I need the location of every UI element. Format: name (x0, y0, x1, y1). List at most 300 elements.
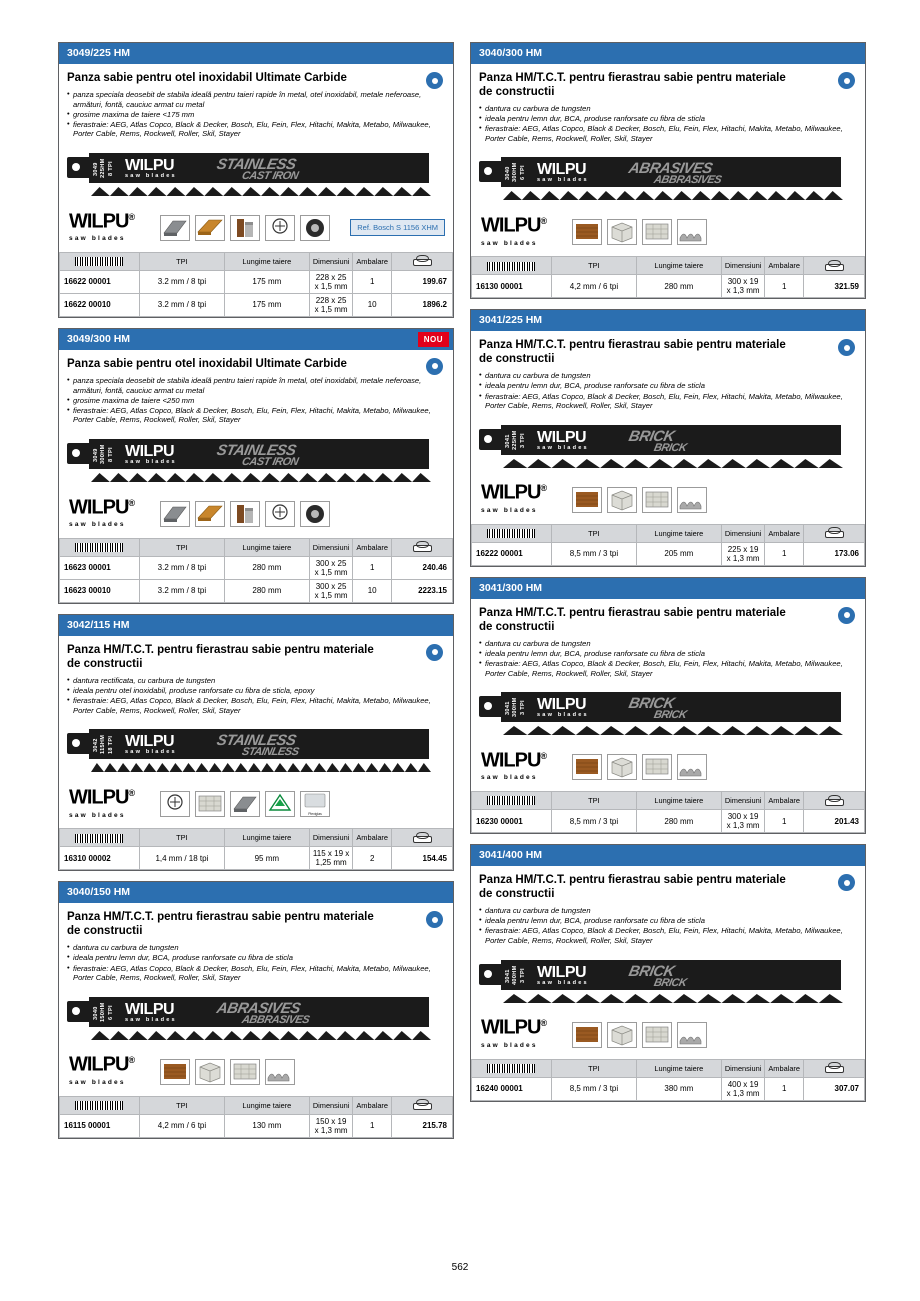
table-row (60, 270, 453, 293)
product-code-header (59, 615, 453, 636)
wood-icon (572, 754, 602, 780)
col-tpi: TPI (551, 1059, 636, 1077)
row-length: 130 mm (224, 1114, 309, 1137)
blade-label-size: 150HM (100, 1001, 106, 1022)
wilpu-logo: WILPU® saw blades (481, 213, 567, 252)
wilpu-logo-sub: saw blades (481, 239, 538, 247)
blade-brand (125, 443, 177, 465)
epoxy-icon (265, 791, 295, 817)
product-marker-icon (838, 607, 855, 624)
blade-teeth (91, 183, 431, 193)
stainless-inox-icon (265, 501, 295, 527)
row-tpi: 4,2 mm / 6 tpi (139, 1114, 224, 1137)
page-number: 562 (451, 1262, 469, 1273)
col-length: Lungime taiere (636, 524, 721, 542)
product-body (59, 350, 453, 538)
blade-ghost-text-2: ABBRASIVES (240, 1013, 311, 1026)
blade-ghost-text-2: ABBRASIVES (652, 174, 723, 187)
product-code-header (471, 845, 865, 866)
product-body (59, 903, 453, 1095)
roof-tile-icon (677, 754, 707, 780)
product-title: Panza sabie pentru otel inoxidabil Ultimate Carbide (67, 72, 347, 84)
col-dimensions: Dimensiuni (721, 792, 765, 810)
blade-label-size: 300HM (512, 162, 518, 183)
product-title: Panza HM/T.C.T. pentru fierastrau sabie pentru materiale de constructii (479, 72, 786, 98)
col-packing: Ambalare (353, 829, 392, 847)
metal-icon (230, 791, 260, 817)
blade-brand-name: WILPU (537, 696, 587, 714)
product-code-header (471, 310, 865, 331)
wilpu-logo: WILPU® saw blades (481, 480, 567, 519)
fiberglass-icon (642, 754, 672, 780)
blade-ghost-text-1: STAINLESS (215, 441, 298, 459)
table-row (60, 579, 453, 602)
row-dimensions: 150 x 19 x 1,3 mm (309, 1114, 353, 1137)
blade-label-tpi: 18 TPI (108, 736, 114, 755)
wilpu-logo-name: WILPU (481, 1016, 541, 1039)
row-tpi: 8,5 mm / 3 tpi (551, 810, 636, 833)
blade-brand-sub: saw blades (537, 177, 589, 184)
product-code: 3049/300 HM (67, 332, 131, 345)
wilpu-logo-sub: saw blades (481, 507, 538, 515)
blade-label-code: 3042 (93, 738, 99, 753)
row-price: 2223.15 (392, 579, 453, 602)
right-column (470, 42, 866, 1149)
blade-label-code: 3040 (93, 1005, 99, 1020)
wilpu-logo: WILPU® saw blades (69, 785, 155, 824)
row-length: 280 mm (224, 556, 309, 579)
row-price: 307.07 (804, 1077, 865, 1100)
feature-item: • panza speciala deosebit de stabila ideală pentru taieri rapide în metal, otel inoxidabil, metale neferoase, armături, fontă, cauciuc armat cu metal (67, 376, 445, 395)
roof-tile-icon (677, 219, 707, 245)
col-dimensions: Dimensiuni (309, 829, 353, 847)
blade-ghost-text-1: ABRASIVES (215, 999, 302, 1017)
blade-ghost-text-2: STAINLESS (240, 746, 300, 759)
roof-tile-icon (677, 1022, 707, 1048)
row-price: 1896.2 (392, 293, 453, 316)
blade-ghost-text-2: BRICK (652, 976, 688, 989)
feature-item: • fierastraie: AEG, Atlas Copco, Black & Decker, Bosch, Elu, Fein, Flex, Hitachi, Makita, Metabo, Milwaukee, Porter Cable, Rems, Rockwell, Roller, Skil, Stayer (67, 964, 445, 983)
product-code: 3041/225 HM (479, 314, 543, 327)
product-code: 3040/300 HM (479, 47, 543, 59)
blade-label-size: 400HM (512, 964, 518, 985)
feature-item: • fierastraie: AEG, Atlas Copco, Black & Decker, Bosch, Elu, Fein, Flex, Hitachi, Makita, Metabo, Milwaukee, Porter Cable, Rems, Rockwell, Roller, Skil, Stayer (67, 120, 445, 139)
blade-brand-name: WILPU (537, 428, 587, 446)
table-row (472, 275, 865, 298)
feature-item: • fierastraie: AEG, Atlas Copco, Black & Decker, Bosch, Elu, Fein, Flex, Hitachi, Makita, Metabo, Milwaukee, Porter Cable, Rems, Rockwell, Roller, Skil, Stayer (479, 124, 857, 143)
blade-label-tpi: 6 TPI (520, 165, 526, 181)
brand-and-pictograms (481, 749, 857, 782)
row-article-code: 16115 00001 (60, 1114, 140, 1137)
col-length: Lungime taiere (636, 1059, 721, 1077)
table-row (472, 542, 865, 565)
row-length: 280 mm (224, 579, 309, 602)
feature-item: • ideala pentru lemn dur, BCA, produse ranforsate cu fibra de sticla (479, 649, 857, 659)
product-card (58, 328, 454, 604)
blade-label-size: 300HM (512, 697, 518, 717)
row-tpi: 1,4 mm / 18 tpi (139, 847, 224, 870)
product-title: Panza HM/T.C.T. pentru fierastrau sabie pentru materiale de constructii (479, 606, 786, 633)
row-price: 199.67 (392, 270, 453, 293)
col-barcode (472, 257, 552, 275)
col-price (804, 524, 865, 542)
blade-illustration (479, 151, 857, 213)
wilpu-logo-name: WILPU (69, 786, 129, 809)
product-marker-icon (838, 874, 855, 891)
reference-note: Ref. Bosch S 1156 XHM (350, 219, 445, 236)
stainless-inox-icon (265, 215, 295, 241)
row-length: 175 mm (224, 293, 309, 316)
new-badge: NOU (418, 332, 449, 347)
barcode-icon (487, 1064, 535, 1073)
col-dimensions: Dimensiuni (721, 524, 765, 542)
barcode-icon (75, 543, 123, 552)
col-barcode (60, 1096, 140, 1114)
left-column (58, 42, 454, 1149)
feature-list (67, 90, 445, 139)
brand-and-pictograms (69, 496, 445, 529)
blade-ghost-text-2: BRICK (652, 441, 688, 454)
product-marker-icon (426, 911, 443, 928)
feature-item: • fierastraie: AEG, Atlas Copco, Black & Decker, Bosch, Elu, Fein, Flex, Hitachi, Makita, Metabo, Milwaukee, Porter Cable, Rems, Rockwell, Roller, Skil, Stayer (479, 659, 857, 678)
blade-label-tpi: 6 TPI (108, 1005, 114, 1021)
blade-brand (125, 157, 177, 179)
blade-label-code: 3049 (93, 162, 99, 176)
feature-item: • ideala pentru lemn dur, BCA, produse ranforsate cu fibra de sticla (479, 114, 857, 124)
blade-brand-sub: saw blades (537, 444, 589, 451)
blade-ghost-text-1: STAINLESS (215, 732, 298, 750)
wilpu-logo: WILPU® saw blades (481, 1015, 567, 1054)
feature-item: • fierastraie: AEG, Atlas Copco, Black & Decker, Bosch, Elu, Fein, Flex, Hitachi, Makita, Metabo, Milwaukee, Porter Cable, Rems, Rockwell, Roller, Skil, Stayer (479, 392, 857, 411)
barcode-icon (75, 257, 123, 266)
product-code: 3041/400 HM (479, 849, 543, 862)
blade-illustration (67, 433, 445, 495)
product-title: Panza HM/T.C.T. pentru fierastrau sabie pentru materiale de constructii (479, 874, 786, 901)
fiberglass-icon (195, 791, 225, 817)
product-card (470, 844, 866, 1101)
table-row (60, 293, 453, 316)
fiberglass-icon (642, 1022, 672, 1048)
row-dimensions: 400 x 19 x 1,3 mm (721, 1077, 765, 1100)
row-packing: 2 (353, 847, 392, 870)
row-dimensions: 300 x 25 x 1,5 mm (309, 556, 353, 579)
package-icon (412, 541, 432, 551)
barcode-icon (75, 834, 123, 843)
blade-brand-name: WILPU (537, 161, 587, 179)
fiberglass-icon (642, 219, 672, 245)
wilpu-logo: WILPU® saw blades (481, 748, 567, 787)
blade-ghost-text-1: BRICK (627, 962, 676, 980)
picto-caption: Plexiglas (308, 812, 322, 817)
spec-table (471, 524, 865, 566)
table-row (60, 1114, 453, 1137)
blade-illustration (67, 723, 445, 785)
row-tpi: 4,2 mm / 6 tpi (551, 275, 636, 298)
blade-label-code: 3041 (505, 968, 511, 983)
row-dimensions: 225 x 19 x 1,3 mm (721, 542, 765, 565)
blade-brand-name: WILPU (125, 156, 175, 174)
blade-label-size: 300HM (100, 444, 106, 464)
row-dimensions: 300 x 19 x 1,3 mm (721, 275, 765, 298)
row-article-code: 16130 00001 (472, 275, 552, 298)
blade-brand-name: WILPU (537, 963, 587, 981)
product-body (471, 866, 865, 1058)
brand-and-pictograms (481, 214, 857, 247)
row-tpi: 3.2 mm / 8 tpi (139, 293, 224, 316)
feature-list (479, 906, 857, 945)
blade-brand (537, 696, 589, 718)
col-length: Lungime taiere (636, 257, 721, 275)
col-dimensions: Dimensiuni (309, 1096, 353, 1114)
rubber-metal-icon (300, 501, 330, 527)
blade-brand-sub: saw blades (537, 712, 589, 719)
feature-list (479, 371, 857, 410)
col-length: Lungime taiere (224, 829, 309, 847)
product-marker-icon (838, 339, 855, 356)
product-body (471, 64, 865, 256)
row-price: 173.06 (804, 542, 865, 565)
col-packing: Ambalare (765, 792, 804, 810)
col-tpi: TPI (139, 538, 224, 556)
cast-iron-icon (230, 501, 260, 527)
wood-icon (572, 1022, 602, 1048)
wilpu-logo: WILPU® saw blades (69, 209, 155, 248)
product-code-header (59, 43, 453, 64)
row-article-code: 16230 00001 (472, 810, 552, 833)
blade-brand-name: WILPU (125, 1000, 175, 1018)
row-article-code: 16622 00010 (60, 293, 140, 316)
blade-brand-name: WILPU (125, 442, 175, 460)
blade-teeth (503, 187, 843, 197)
product-marker-icon (426, 72, 443, 89)
col-tpi: TPI (551, 257, 636, 275)
blade-ghost-text-2: CAST IRON (240, 455, 300, 468)
feature-item: • dantura cu carbura de tungsten (479, 104, 857, 114)
col-length: Lungime taiere (636, 792, 721, 810)
feature-list (67, 376, 445, 425)
wood-icon (160, 1059, 190, 1085)
blade-brand (537, 161, 589, 183)
row-dimensions: 300 x 19 x 1,3 mm (721, 810, 765, 833)
col-packing: Ambalare (353, 538, 392, 556)
col-dimensions: Dimensiuni (309, 538, 353, 556)
row-length: 380 mm (636, 1077, 721, 1100)
blade-label-tpi: 3 TPI (520, 433, 526, 449)
row-tpi: 3.2 mm / 8 tpi (139, 270, 224, 293)
feature-list (67, 943, 445, 982)
brand-and-pictograms (69, 786, 445, 819)
package-icon (824, 260, 844, 270)
blade-brand-sub: saw blades (125, 749, 177, 756)
product-title: Panza HM/T.C.T. pentru fierastrau sabie pentru materiale de constructii (67, 643, 374, 670)
row-packing: 1 (353, 270, 392, 293)
col-tpi: TPI (139, 1096, 224, 1114)
spec-table (59, 828, 453, 870)
package-icon (412, 255, 432, 265)
product-body (471, 331, 865, 523)
row-length: 280 mm (636, 810, 721, 833)
col-tpi: TPI (139, 252, 224, 270)
col-tpi: TPI (551, 524, 636, 542)
blade-ghost-text-1: ABRASIVES (627, 160, 714, 178)
plexiglas-icon (300, 791, 330, 817)
blade-illustration (67, 147, 445, 209)
wilpu-logo: WILPU® saw blades (69, 495, 155, 534)
inox-icon (195, 215, 225, 241)
col-dimensions: Dimensiuni (309, 252, 353, 270)
blade-brand (125, 1001, 177, 1023)
row-article-code: 16623 00010 (60, 579, 140, 602)
product-card (470, 577, 866, 834)
blade-brand-sub: saw blades (125, 458, 177, 465)
blade-teeth (91, 1027, 431, 1037)
wood-icon (572, 487, 602, 513)
package-icon (824, 795, 844, 805)
feature-item: • dantura cu carbura de tungsten (479, 906, 857, 916)
row-price: 154.45 (392, 847, 453, 870)
row-tpi: 8,5 mm / 3 tpi (551, 542, 636, 565)
aerated-concrete-icon (607, 487, 637, 513)
row-dimensions: 115 x 19 x 1,25 mm (309, 847, 353, 870)
blade-brand-sub: saw blades (537, 979, 589, 986)
fiberglass-icon (230, 1059, 260, 1085)
row-article-code: 16222 00001 (472, 542, 552, 565)
blade-ghost-text-2: CAST IRON (240, 169, 300, 182)
package-icon (412, 1099, 432, 1109)
wilpu-logo-sub: saw blades (69, 811, 126, 819)
col-packing: Ambalare (765, 1059, 804, 1077)
product-card (470, 42, 866, 299)
feature-item: • grosime maxima de taiere <250 mm (67, 396, 445, 406)
brand-and-pictograms (69, 210, 445, 243)
stainless-inox-icon (160, 791, 190, 817)
rubber-metal-icon (300, 215, 330, 241)
feature-item: • ideala pentru lemn dur, BCA, produse ranforsate cu fibra de sticla (479, 916, 857, 926)
feature-list (479, 639, 857, 678)
product-title: Panza sabie pentru otel inoxidabil Ultimate Carbide (67, 357, 347, 370)
wilpu-logo: WILPU® saw blades (69, 1052, 155, 1091)
blade-brand (537, 429, 589, 451)
row-price: 201.43 (804, 810, 865, 833)
wilpu-logo-name: WILPU (69, 210, 129, 233)
blade-label-size: 225HM (512, 429, 518, 450)
row-dimensions: 300 x 25 x 1,5 mm (309, 579, 353, 602)
feature-item: • dantura cu carbura de tungsten (479, 371, 857, 381)
wilpu-logo-sub: saw blades (481, 1041, 538, 1049)
blade-teeth (91, 469, 431, 479)
product-marker-icon (426, 358, 443, 375)
row-article-code: 16310 00002 (60, 847, 140, 870)
row-dimensions: 228 x 25 x 1,5 mm (309, 270, 353, 293)
product-body (59, 636, 453, 828)
product-card (58, 42, 454, 318)
blade-label-tpi: 8 TPI (108, 447, 114, 463)
col-barcode (472, 524, 552, 542)
blade-teeth (91, 759, 431, 769)
product-marker-icon (838, 72, 855, 89)
blade-label-code: 3041 (505, 701, 511, 715)
blade-label-tpi: 8 TPI (108, 161, 114, 177)
row-packing: 10 (353, 293, 392, 316)
wilpu-logo-sub: saw blades (69, 1079, 126, 1087)
blade-illustration (479, 686, 857, 748)
product-card (470, 309, 866, 566)
blade-ghost-text-1: BRICK (627, 427, 676, 445)
row-price: 215.78 (392, 1114, 453, 1137)
aerated-concrete-icon (607, 754, 637, 780)
blade-label-code: 3041 (505, 433, 511, 448)
product-code: 3041/300 HM (479, 581, 543, 594)
table-row (60, 556, 453, 579)
row-packing: 10 (353, 579, 392, 602)
product-code-header (471, 578, 865, 599)
aerated-concrete-icon (195, 1059, 225, 1085)
wood-icon (572, 219, 602, 245)
metal-icon (160, 501, 190, 527)
product-code: 3049/225 HM (67, 47, 131, 59)
wilpu-logo-sub: saw blades (69, 521, 126, 529)
product-marker-icon (426, 644, 443, 661)
feature-item: • fierastraie: AEG, Atlas Copco, Black & Decker, Bosch, Elu, Fein, Flex, Hitachi, Makita, Metabo, Milwaukee, Porter Cable, Rems, Rockwell, Roller, Skil, Stayer (67, 406, 445, 425)
feature-item: • ideala pentru lemn dur, BCA, produse ranforsate cu fibra de sticla (479, 381, 857, 391)
feature-item: • dantura rectificata, cu carbura de tungsten (67, 676, 445, 686)
blade-teeth (503, 990, 843, 1000)
product-title: Panza HM/T.C.T. pentru fierastrau sabie pentru materiale de constructii (67, 911, 374, 938)
brand-and-pictograms (481, 482, 857, 515)
barcode-icon (75, 1101, 123, 1110)
spec-table (59, 252, 453, 317)
product-body (471, 599, 865, 791)
wilpu-logo-sub: saw blades (69, 235, 126, 243)
col-price (392, 1096, 453, 1114)
blade-brand-sub: saw blades (125, 172, 177, 179)
col-packing: Ambalare (765, 524, 804, 542)
row-packing: 1 (765, 810, 804, 833)
col-length: Lungime taiere (224, 538, 309, 556)
wilpu-logo-name: WILPU (69, 496, 129, 519)
spec-table (471, 1059, 865, 1101)
col-packing: Ambalare (765, 257, 804, 275)
blade-label-tpi: 3 TPI (520, 968, 526, 983)
row-article-code: 16240 00001 (472, 1077, 552, 1100)
row-article-code: 16623 00001 (60, 556, 140, 579)
row-length: 175 mm (224, 270, 309, 293)
blade-brand (125, 733, 177, 755)
col-tpi: TPI (139, 829, 224, 847)
col-packing: Ambalare (353, 1096, 392, 1114)
wilpu-logo-name: WILPU (481, 214, 541, 237)
barcode-icon (487, 529, 535, 538)
wilpu-logo-name: WILPU (481, 749, 541, 772)
col-price (804, 1059, 865, 1077)
row-article-code: 16622 00001 (60, 270, 140, 293)
col-dimensions: Dimensiuni (721, 257, 765, 275)
blade-label-size: 225HM (100, 158, 106, 178)
product-code-header (59, 329, 453, 350)
blade-label-tpi: 3 TPI (520, 700, 526, 716)
wilpu-logo-name: WILPU (69, 1054, 129, 1077)
row-dimensions: 228 x 25 x 1,5 mm (309, 293, 353, 316)
roof-tile-icon (677, 487, 707, 513)
col-barcode (472, 1059, 552, 1077)
row-packing: 1 (765, 542, 804, 565)
blade-label-code: 3049 (93, 448, 99, 462)
metal-icon (160, 215, 190, 241)
col-price (392, 829, 453, 847)
product-card (58, 614, 454, 871)
barcode-icon (487, 796, 535, 805)
col-length: Lungime taiere (224, 252, 309, 270)
